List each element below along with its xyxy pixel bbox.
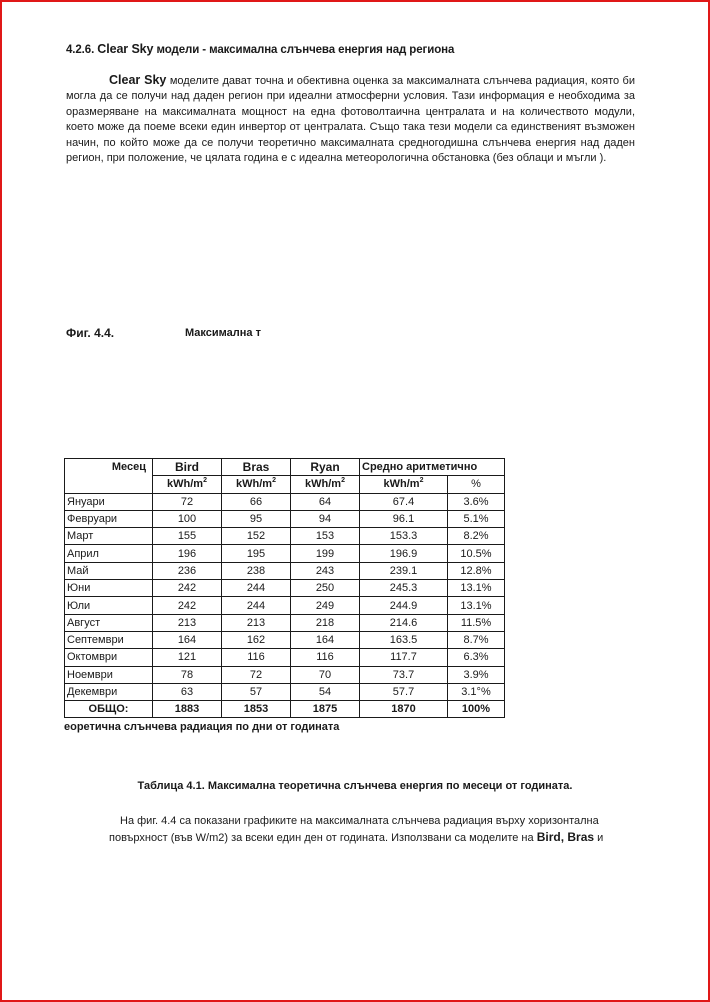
month-cell: Октомври xyxy=(65,649,153,666)
month-cell: Януари xyxy=(65,493,153,510)
unit-cell xyxy=(291,476,360,493)
unit-exponent: 2 xyxy=(272,477,276,485)
closing-line-2-text: повърхност (във W/m2) за всеки един ден от годината. Използвани са моделите на xyxy=(109,832,537,844)
bras-cell: 57 xyxy=(222,683,291,700)
section-heading xyxy=(66,42,454,56)
model-bras-ref: Bras xyxy=(567,830,595,844)
bras-total: 1853 xyxy=(222,701,291,718)
percent-header: % xyxy=(448,476,505,493)
ryan-cell: 70 xyxy=(291,666,360,683)
table-row xyxy=(65,666,505,683)
bird-cell: 242 xyxy=(153,580,222,597)
figure-label: Фиг. 4.4. xyxy=(66,326,115,340)
average-cell: 245.3 xyxy=(360,580,448,597)
bird-cell: 72 xyxy=(153,493,222,510)
unit-base: kWh/m xyxy=(167,478,204,491)
month-cell: Септември xyxy=(65,631,153,648)
table-row xyxy=(65,562,505,579)
unit-base: kWh/m xyxy=(383,478,420,491)
percent-cell: 3.6% xyxy=(448,493,505,510)
ryan-cell: 250 xyxy=(291,580,360,597)
bras-cell: 152 xyxy=(222,528,291,545)
figure-caption-fragment: еоретична слънчева радиация по дни от годината xyxy=(64,721,340,733)
section-title: модели - максимална слънчева енергия над региона xyxy=(156,44,455,56)
intro-text: моделите дават точна и обективна оценка за максималната слънчева радиация, която би могла да се получи над даден регион при идеални атмосферни условия. Тази информация е необходима за оразмеряване на максималната мощност на една фотоволтаична централата и на количеството модули, което може да поеме всеки един инвертор от централата. Също така тези модели са единственият възможен начин, по който може да се получи теоретично максималната средногодишна слънчева енергия над даден регион, при положение, че цялата година е с идеална метеорологична обстановка (без облаци и мъгли ). xyxy=(66,75,635,165)
percent-cell: 3.9% xyxy=(448,666,505,683)
month-cell: Април xyxy=(65,545,153,562)
ryan-cell: 94 xyxy=(291,510,360,527)
closing-paragraph xyxy=(64,813,635,846)
intro-paragraph xyxy=(66,73,635,166)
bras-cell: 238 xyxy=(222,562,291,579)
average-cell: 67.4 xyxy=(360,493,448,510)
unit-cell xyxy=(360,476,448,493)
section-number: 4.2.6. xyxy=(66,44,95,56)
month-cell: Юли xyxy=(65,597,153,614)
closing-line-2-end: и xyxy=(594,832,604,844)
average-total: 1870 xyxy=(360,701,448,718)
bras-cell: 162 xyxy=(222,631,291,648)
average-cell: 57.7 xyxy=(360,683,448,700)
model-separator: , xyxy=(560,830,568,844)
table-row xyxy=(65,649,505,666)
unit-cell xyxy=(153,476,222,493)
model-bird-ref: Bird xyxy=(536,830,561,844)
month-cell: Ноември xyxy=(65,666,153,683)
average-cell: 117.7 xyxy=(360,649,448,666)
average-header: Средно аритметично xyxy=(360,459,505,476)
table-header-row xyxy=(65,459,505,476)
closing-line-2 xyxy=(64,829,635,846)
month-cell: Март xyxy=(65,528,153,545)
percent-cell: 8.2% xyxy=(448,528,505,545)
bird-cell: 63 xyxy=(153,683,222,700)
ryan-cell: 116 xyxy=(291,649,360,666)
bird-cell: 121 xyxy=(153,649,222,666)
total-label: ОБЩО: xyxy=(65,701,153,718)
month-cell: Май xyxy=(65,562,153,579)
table-row xyxy=(65,493,505,510)
bird-cell: 155 xyxy=(153,528,222,545)
average-cell: 239.1 xyxy=(360,562,448,579)
bird-cell: 236 xyxy=(153,562,222,579)
bird-cell: 78 xyxy=(153,666,222,683)
bird-header: Bird xyxy=(153,459,222,476)
unit-base: kWh/m xyxy=(305,478,342,491)
bird-cell: 196 xyxy=(153,545,222,562)
percent-cell: 5.1% xyxy=(448,510,505,527)
ryan-cell: 64 xyxy=(291,493,360,510)
unit-exponent: 2 xyxy=(419,477,424,485)
figure-title-fragment: Максимална т xyxy=(185,327,261,339)
percent-cell: 6.3% xyxy=(448,649,505,666)
table-row xyxy=(65,631,505,648)
bras-cell: 66 xyxy=(222,493,291,510)
percent-cell: 11.5% xyxy=(448,614,505,631)
unit-exponent: 2 xyxy=(203,477,207,485)
table-row xyxy=(65,614,505,631)
bras-cell: 72 xyxy=(222,666,291,683)
percent-cell: 3.1°% xyxy=(448,683,505,700)
average-cell: 244.9 xyxy=(360,597,448,614)
ryan-total: 1875 xyxy=(291,701,360,718)
energy-table xyxy=(64,458,505,718)
table-row xyxy=(65,580,505,597)
ryan-cell: 249 xyxy=(291,597,360,614)
month-cell: Август xyxy=(65,614,153,631)
table-row xyxy=(65,528,505,545)
bras-cell: 244 xyxy=(222,597,291,614)
ryan-cell: 153 xyxy=(291,528,360,545)
unit-cell xyxy=(222,476,291,493)
bras-header: Bras xyxy=(222,459,291,476)
month-header: Месец xyxy=(65,459,153,494)
table-row xyxy=(65,510,505,527)
ryan-cell: 243 xyxy=(291,562,360,579)
average-cell: 163.5 xyxy=(360,631,448,648)
bird-total: 1883 xyxy=(153,701,222,718)
ryan-cell: 54 xyxy=(291,683,360,700)
percent-cell: 8.7% xyxy=(448,631,505,648)
ryan-header: Ryan xyxy=(291,459,360,476)
bird-cell: 164 xyxy=(153,631,222,648)
bras-cell: 244 xyxy=(222,580,291,597)
percent-cell: 13.1% xyxy=(448,580,505,597)
bird-cell: 242 xyxy=(153,597,222,614)
average-cell: 214.6 xyxy=(360,614,448,631)
ryan-cell: 199 xyxy=(291,545,360,562)
section-model-name: Clear Sky xyxy=(97,42,154,56)
table-row xyxy=(65,683,505,700)
bras-cell: 116 xyxy=(222,649,291,666)
intro-lead: Clear Sky xyxy=(109,73,167,87)
ryan-cell: 218 xyxy=(291,614,360,631)
average-cell: 196.9 xyxy=(360,545,448,562)
bird-cell: 100 xyxy=(153,510,222,527)
average-cell: 153.3 xyxy=(360,528,448,545)
average-cell: 96.1 xyxy=(360,510,448,527)
percent-cell: 13.1% xyxy=(448,597,505,614)
table-caption: Таблица 4.1. Максимална теоретична слънчева енергия по месеци от годината. xyxy=(137,780,573,792)
unit-exponent: 2 xyxy=(341,477,345,485)
bras-cell: 95 xyxy=(222,510,291,527)
unit-base: kWh/m xyxy=(236,478,273,491)
bras-cell: 213 xyxy=(222,614,291,631)
table-row xyxy=(65,545,505,562)
closing-line-1: На фиг. 4.4 са показани графиките на максималната слънчева радиация върху хоризонтална xyxy=(120,815,599,827)
percent-cell: 10.5% xyxy=(448,545,505,562)
average-cell: 73.7 xyxy=(360,666,448,683)
table-row xyxy=(65,597,505,614)
bird-cell: 213 xyxy=(153,614,222,631)
month-cell: Декември xyxy=(65,683,153,700)
ryan-cell: 164 xyxy=(291,631,360,648)
percent-cell: 12.8% xyxy=(448,562,505,579)
month-cell: Февруари xyxy=(65,510,153,527)
bras-cell: 195 xyxy=(222,545,291,562)
table-total-row xyxy=(65,701,505,718)
month-cell: Юни xyxy=(65,580,153,597)
percent-total: 100% xyxy=(448,701,505,718)
